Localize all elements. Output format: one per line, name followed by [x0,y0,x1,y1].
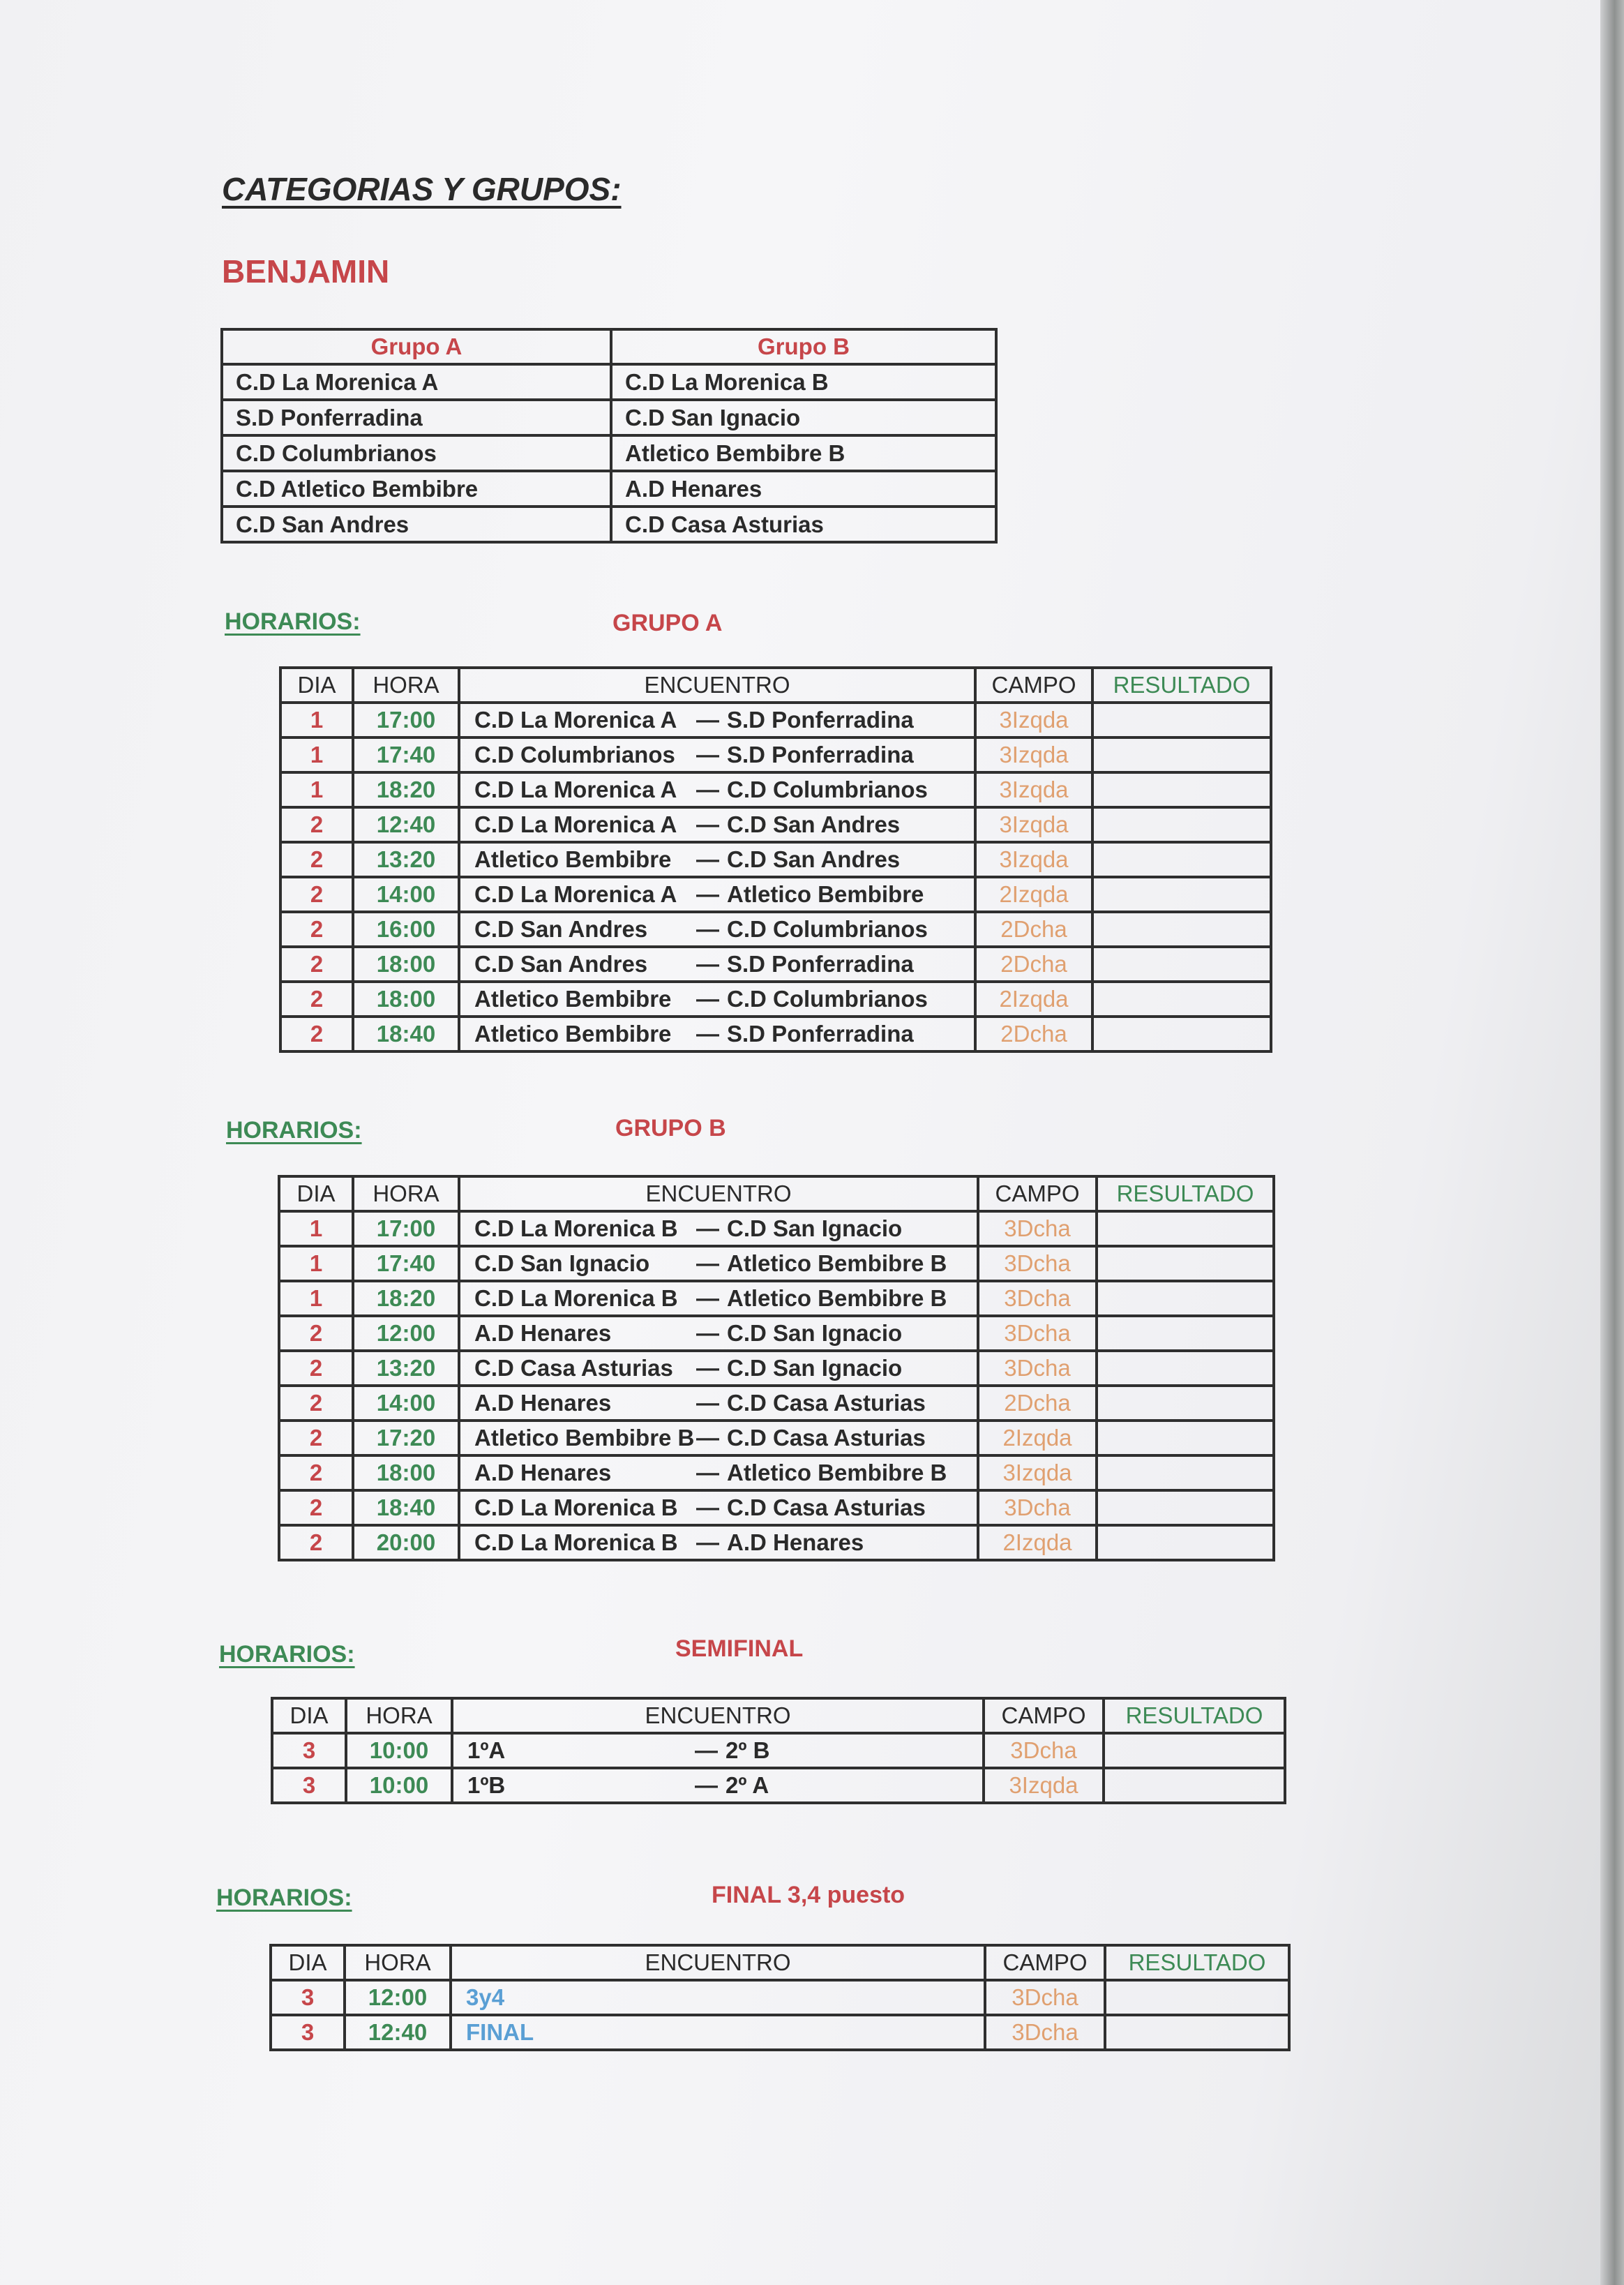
match-time: 10:00 [346,1768,452,1803]
vs-separator: — [696,1250,719,1276]
match-row [279,1316,1274,1351]
match-field: 3Dcha [984,1733,1104,1768]
match-day: 2 [280,982,353,1017]
vs-separator: — [696,1460,719,1485]
match-time: 12:40 [353,807,459,842]
vs-separator: — [696,707,719,733]
match-row [279,1351,1274,1386]
away-team: 2º A [725,1772,769,1798]
match-result [1092,947,1271,982]
match-row [271,2015,1289,2050]
away-team: 2º B [725,1737,770,1763]
match-field: 2Izqda [975,982,1092,1017]
vs-separator: — [696,1494,719,1520]
group-b-team: C.D San Ignacio [611,400,996,435]
vs-separator: — [695,1772,718,1798]
match-result [1104,1733,1285,1768]
match-row [279,1455,1274,1490]
match-field: 2Izqda [975,877,1092,912]
away-team: C.D San Ignacio [727,1215,903,1241]
col-header-hora: HORA [345,1945,451,1980]
home-team: Atletico Bembibre [474,846,672,872]
col-header-resultado: RESULTADO [1097,1176,1274,1211]
vs-separator: — [696,777,719,802]
away-team: C.D Casa Asturias [727,1494,926,1520]
match-field: 2Izqda [978,1525,1097,1560]
match-field: 3Izqda [975,703,1092,737]
away-team: C.D Casa Asturias [727,1425,926,1451]
match-row [279,1421,1274,1455]
match-day: 2 [279,1421,353,1455]
match-field: 3Izqda [975,772,1092,807]
match-fixture [459,1490,978,1525]
section-label-semifinal: HORARIOS: [219,1641,355,1668]
away-team: S.D Ponferradina [727,707,914,733]
col-header-hora: HORA [353,1176,459,1211]
match-fixture [459,1525,978,1560]
match-day: 2 [279,1316,353,1351]
match-day: 3 [272,1733,346,1768]
match-fixture [459,703,975,737]
match-row [279,1246,1274,1281]
schedule-table-grupo-b [278,1175,1275,1561]
match-fixture [459,982,975,1017]
col-header-dia: DIA [279,1176,353,1211]
match-field: 3Dcha [985,1980,1105,2015]
home-team: C.D La Morenica B [474,1494,678,1520]
match-time: 10:00 [346,1733,452,1768]
match-field: 2Izqda [978,1421,1097,1455]
match-result [1092,842,1271,877]
match-day: 2 [280,947,353,982]
match-time: 17:20 [353,1421,459,1455]
match-day: 1 [279,1281,353,1316]
vs-separator: — [696,916,719,942]
vs-separator: — [696,986,719,1012]
match-field: 3Dcha [978,1281,1097,1316]
match-result [1097,1246,1274,1281]
home-team: C.D Casa Asturias [474,1355,673,1381]
vs-separator: — [695,1737,718,1763]
away-team: C.D San Ignacio [727,1355,903,1381]
match-time: 13:20 [353,1351,459,1386]
match-day: 2 [279,1525,353,1560]
match-row [280,842,1271,877]
match-field: 3Izqda [975,737,1092,772]
vs-separator: — [696,846,719,872]
away-team: S.D Ponferradina [727,1021,914,1047]
match-result [1092,703,1271,737]
home-team: Atletico Bembibre [474,1021,672,1047]
away-team: C.D San Andres [727,846,901,872]
group-a-team: C.D La Morenica A [222,364,611,400]
col-header-campo: CAMPO [984,1698,1104,1733]
col-header-encuentro: ENCUENTRO [459,668,975,703]
schedule-table-final [269,1944,1291,2051]
match-fixture [459,947,975,982]
match-day: 2 [279,1351,353,1386]
section-label-final: HORARIOS: [216,1885,352,1911]
match-result [1097,1351,1274,1386]
home-team: FINAL [466,2019,534,2045]
match-day: 2 [279,1455,353,1490]
away-team: Atletico Bembibre B [727,1285,947,1311]
match-field: 3Dcha [978,1316,1097,1351]
home-team: C.D Columbrianos [474,742,675,767]
match-fixture [459,1211,978,1246]
away-team: C.D San Ignacio [727,1320,903,1346]
col-header-hora: HORA [353,668,459,703]
match-fixture [459,1316,978,1351]
away-team: A.D Henares [727,1529,864,1555]
match-result [1097,1211,1274,1246]
groups-table [220,328,998,544]
match-day: 2 [280,1017,353,1051]
away-team: Atletico Bembibre [727,881,924,907]
match-row [272,1733,1285,1768]
match-result [1092,982,1271,1017]
match-time: 12:40 [345,2015,451,2050]
col-header-resultado: RESULTADO [1105,1945,1289,1980]
group-a-team: S.D Ponferradina [222,400,611,435]
vs-separator: — [696,1425,719,1451]
schedule-header-row [280,668,1271,703]
away-team: Atletico Bembibre B [727,1460,947,1485]
match-field: 3Dcha [985,2015,1105,2050]
vs-separator: — [696,1529,719,1555]
match-fixture [451,1980,985,2015]
match-fixture [451,2015,985,2050]
match-time: 18:00 [353,947,459,982]
home-team: A.D Henares [474,1320,612,1346]
vs-separator: — [696,1390,719,1416]
match-time: 14:00 [353,1386,459,1421]
home-team: A.D Henares [474,1460,612,1485]
match-row [280,772,1271,807]
match-row [280,947,1271,982]
away-team: S.D Ponferradina [727,951,914,977]
match-field: 3Izqda [975,807,1092,842]
match-row [280,737,1271,772]
match-fixture [459,877,975,912]
match-fixture [459,1281,978,1316]
match-row [280,703,1271,737]
col-header-resultado: RESULTADO [1092,668,1271,703]
match-row [280,1017,1271,1051]
match-day: 3 [271,1980,345,2015]
group-a-team: C.D Atletico Bembibre [222,471,611,507]
match-field: 2Dcha [975,947,1092,982]
home-team: C.D San Andres [474,916,648,942]
match-time: 18:20 [353,1281,459,1316]
match-fixture [459,807,975,842]
match-day: 2 [279,1490,353,1525]
match-time: 17:40 [353,1246,459,1281]
match-day: 3 [272,1768,346,1803]
match-field: 3Izqda [984,1768,1104,1803]
match-time: 17:40 [353,737,459,772]
match-row [280,807,1271,842]
away-team: C.D San Andres [727,811,901,837]
home-team: 1ºB [467,1772,506,1798]
home-team: Atletico Bembibre B [474,1425,695,1451]
category-title: BENJAMIN [222,253,390,290]
match-time: 12:00 [353,1316,459,1351]
section-title-grupo-a: GRUPO A [612,610,723,636]
match-field: 3Dcha [978,1351,1097,1386]
match-day: 2 [280,912,353,947]
match-row [279,1211,1274,1246]
col-header-dia: DIA [272,1698,346,1733]
match-result [1097,1316,1274,1351]
groups-row [222,400,996,435]
match-row [279,1386,1274,1421]
match-time: 18:40 [353,1490,459,1525]
schedule-header-row [272,1698,1285,1733]
match-fixture [452,1768,984,1803]
home-team: C.D La Morenica A [474,881,677,907]
match-fixture [459,842,975,877]
match-time: 14:00 [353,877,459,912]
section-title-semifinal: SEMIFINAL [675,1635,804,1662]
match-time: 18:00 [353,982,459,1017]
home-team: C.D La Morenica B [474,1285,678,1311]
match-result [1097,1386,1274,1421]
match-day: 2 [280,807,353,842]
match-day: 3 [271,2015,345,2050]
vs-separator: — [696,881,719,907]
vs-separator: — [696,811,719,837]
match-time: 17:00 [353,703,459,737]
match-result [1092,1017,1271,1051]
match-time: 17:00 [353,1211,459,1246]
match-fixture [459,1421,978,1455]
group-a-header: Grupo A [222,329,611,364]
groups-header-row [222,329,996,364]
match-result [1092,772,1271,807]
vs-separator: — [696,1320,719,1346]
match-day: 1 [279,1211,353,1246]
match-fixture [459,772,975,807]
home-team: C.D La Morenica B [474,1215,678,1241]
col-header-encuentro: ENCUENTRO [459,1176,978,1211]
group-b-team: C.D Casa Asturias [611,507,996,542]
match-time: 18:20 [353,772,459,807]
match-time: 18:00 [353,1455,459,1490]
match-result [1105,1980,1289,2015]
match-day: 1 [280,772,353,807]
col-header-campo: CAMPO [978,1176,1097,1211]
match-row [271,1980,1289,2015]
home-team: C.D La Morenica B [474,1529,678,1555]
match-row [272,1768,1285,1803]
match-row [279,1490,1274,1525]
away-team: C.D Columbrianos [727,916,928,942]
section-label-grupo-a: HORARIOS: [225,608,361,635]
match-day: 1 [280,737,353,772]
home-team: 3y4 [466,1984,505,2010]
match-field: 2Dcha [975,1017,1092,1051]
match-result [1104,1768,1285,1803]
match-row [280,877,1271,912]
match-result [1092,912,1271,947]
match-field: 2Dcha [978,1386,1097,1421]
match-time: 12:00 [345,1980,451,2015]
match-fixture [459,1386,978,1421]
vs-separator: — [696,1355,719,1381]
groups-row [222,507,996,542]
group-a-team: C.D Columbrianos [222,435,611,471]
group-b-team: A.D Henares [611,471,996,507]
match-result [1092,877,1271,912]
match-fixture [459,912,975,947]
schedule-table-grupo-a [279,666,1272,1053]
away-team: C.D Columbrianos [727,777,928,802]
vs-separator: — [696,1021,719,1047]
match-fixture [459,1455,978,1490]
schedule-header-row [271,1945,1289,1980]
vs-separator: — [696,1285,719,1311]
match-result [1097,1421,1274,1455]
groups-row [222,364,996,400]
col-header-hora: HORA [346,1698,452,1733]
match-row [279,1525,1274,1560]
away-team: C.D Casa Asturias [727,1390,926,1416]
group-b-team: C.D La Morenica B [611,364,996,400]
col-header-campo: CAMPO [985,1945,1105,1980]
match-day: 1 [279,1246,353,1281]
group-b-team: Atletico Bembibre B [611,435,996,471]
col-header-encuentro: ENCUENTRO [451,1945,985,1980]
home-team: C.D San Ignacio [474,1250,650,1276]
section-label-grupo-b: HORARIOS: [226,1117,362,1144]
match-day: 2 [280,877,353,912]
groups-row [222,435,996,471]
match-fixture [459,737,975,772]
schedule-header-row [279,1176,1274,1211]
home-team: C.D La Morenica A [474,811,677,837]
match-field: 2Dcha [975,912,1092,947]
match-day: 2 [280,842,353,877]
match-row [280,982,1271,1017]
match-result [1097,1525,1274,1560]
home-team: C.D La Morenica A [474,777,677,802]
vs-separator: — [696,1215,719,1241]
match-result [1097,1490,1274,1525]
match-field: 3Dcha [978,1246,1097,1281]
match-result [1092,737,1271,772]
match-field: 3Izqda [975,842,1092,877]
col-header-dia: DIA [271,1945,345,1980]
page-title: CATEGORIAS Y GRUPOS: [222,171,622,207]
match-fixture [459,1351,978,1386]
home-team: Atletico Bembibre [474,986,672,1012]
home-team: 1ºA [467,1737,506,1763]
match-field: 3Izqda [978,1455,1097,1490]
home-team: A.D Henares [474,1390,612,1416]
match-field: 3Dcha [978,1211,1097,1246]
away-team: C.D Columbrianos [727,986,928,1012]
match-result [1097,1455,1274,1490]
section-title-grupo-b: GRUPO B [615,1115,726,1141]
match-time: 16:00 [353,912,459,947]
match-result [1092,807,1271,842]
home-team: C.D La Morenica A [474,707,677,733]
match-row [279,1281,1274,1316]
col-header-resultado: RESULTADO [1104,1698,1285,1733]
col-header-encuentro: ENCUENTRO [452,1698,984,1733]
section-title-final: FINAL 3,4 puesto [712,1882,905,1908]
page-edge [1600,0,1624,2285]
groups-row [222,471,996,507]
match-result [1105,2015,1289,2050]
schedule-table-semifinal [271,1697,1286,1804]
match-time: 20:00 [353,1525,459,1560]
match-time: 18:40 [353,1017,459,1051]
match-row [280,912,1271,947]
away-team: S.D Ponferradina [727,742,914,767]
vs-separator: — [696,742,719,767]
col-header-campo: CAMPO [975,668,1092,703]
group-a-team: C.D San Andres [222,507,611,542]
match-fixture [459,1246,978,1281]
match-time: 13:20 [353,842,459,877]
match-result [1097,1281,1274,1316]
group-b-header: Grupo B [611,329,996,364]
match-fixture [459,1017,975,1051]
vs-separator: — [696,951,719,977]
col-header-dia: DIA [280,668,353,703]
match-fixture [452,1733,984,1768]
match-field: 3Dcha [978,1490,1097,1525]
away-team: Atletico Bembibre B [727,1250,947,1276]
match-day: 1 [280,703,353,737]
match-day: 2 [279,1386,353,1421]
home-team: C.D San Andres [474,951,648,977]
